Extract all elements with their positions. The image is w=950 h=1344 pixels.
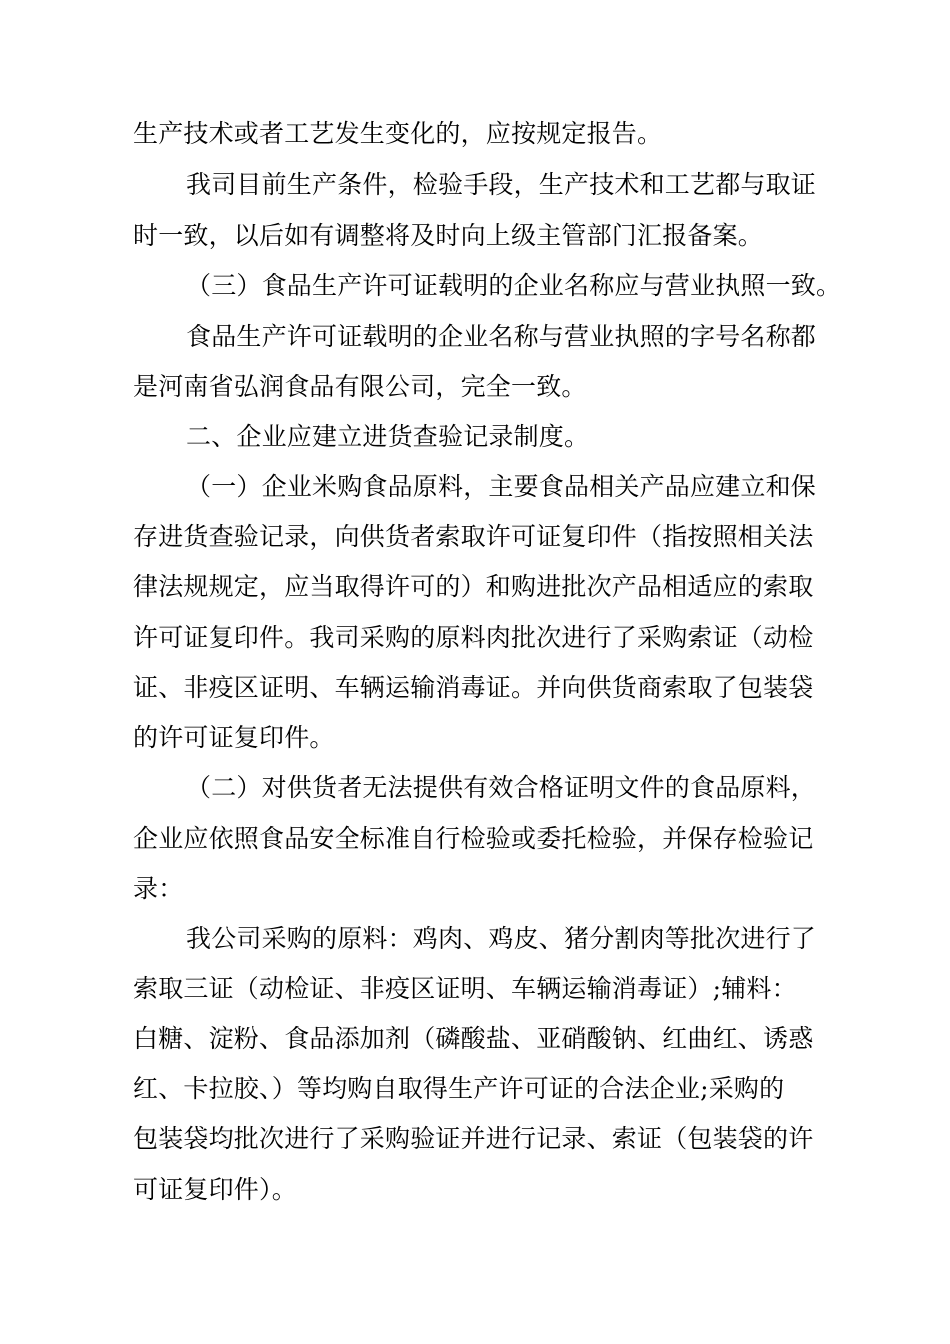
- text-line: 的许可证复印件。: [133, 723, 335, 752]
- text-line: 时一致，以后如有调整将及时向上级主管部门汇报备案。: [133, 221, 764, 250]
- text-line: 存进货查验记录，向供货者索取许可证复印件（指按照相关法: [133, 522, 814, 551]
- section-heading: （三）食品生产许可证载明的企业名称应与营业执照一致。: [186, 271, 842, 300]
- section-heading: 二、企业应建立进货查验记录制度。: [186, 422, 590, 451]
- text-line: 红、卡拉胶、）等均购自取得生产许可证的合法企业;采购的: [133, 1074, 785, 1103]
- text-line: 企业应依照食品安全标准自行检验或委托检验，并保存检验记: [133, 824, 814, 853]
- text-line: 录：: [133, 874, 184, 903]
- text-line: 证、非疫区证明、车辆运输消毒证。并向供货商索取了包装袋: [133, 673, 814, 702]
- text-line: 包装袋均批次进行了采购验证并进行记录、索证（包装袋的许: [133, 1124, 814, 1153]
- text-line: 食品生产许可证载明的企业名称与营业执照的字号名称都: [186, 322, 817, 351]
- text-line: 许可证复印件。我司采购的原料肉批次进行了采购索证（动检: [133, 623, 814, 652]
- text-line: 白糖、淀粉、食品添加剂（磷酸盐、亚硝酸钠、红曲红、诱惑: [133, 1024, 814, 1053]
- text-line: 我司目前生产条件，检验手段，生产技术和工艺都与取证: [186, 170, 817, 199]
- text-line: 律法规规定，应当取得许可的）和购进批次产品相适应的索取: [133, 572, 814, 601]
- text-line: 我公司采购的原料：鸡肉、鸡皮、猪分割肉等批次进行了: [186, 924, 817, 953]
- text-line: 索取三证（动检证、非疫区证明、车辆运输消毒证）;辅料：: [133, 974, 797, 1003]
- text-line: 可证复印件）。: [133, 1175, 297, 1204]
- text-line: 生产技术或者工艺发生变化的，应按规定报告。: [133, 119, 663, 148]
- section-heading: （一）企业米购食品原料，主要食品相关产品应建立和保: [186, 472, 817, 501]
- section-heading: （二）对供货者无法提供有效合格证明文件的食品原料，: [186, 773, 817, 802]
- text-line: 是河南省弘润食品有限公司，完全一致。: [133, 372, 587, 401]
